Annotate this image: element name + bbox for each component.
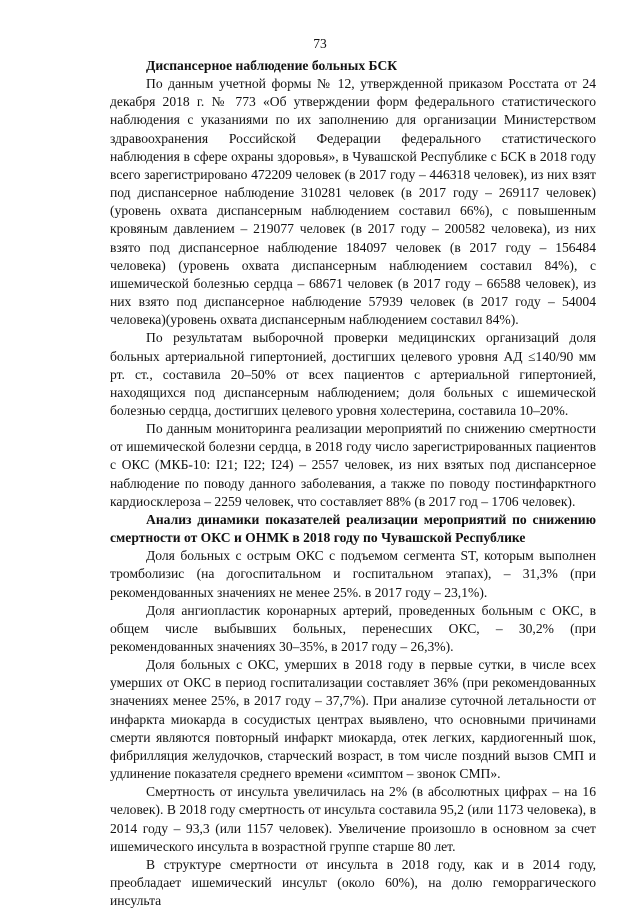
section-heading-dispensary: Диспансерное наблюдение больных БСК <box>146 58 398 73</box>
paragraph: Доля больных с острым ОКС с подъемом сегмента ST, которым выполнен тромболизис (на догоспитальном и госпитальном этапах), – 31,3% (при рекомендованных значениях не менее 25%. в 2017 году – 23,1%). <box>110 548 596 600</box>
paragraph: Смертность от инсульта увеличилась на 2% (в абсолютных цифрах – на 16 человек). В 2018 году смертность от инсульта составила 95,2 (или 1173 человека), в 2014 году – 93,3 (или 1157 человек). Увеличение произошло в основном за счет ишемического инсульта в возрастной группе старше 80 лет. <box>110 784 596 854</box>
paragraph: По результатам выборочной проверки медицинских организаций доля больных артериальной гипертонией, достигших целевого уровня АД ≤140/90 мм рт. ст., составила 20–50% от всех пациентов с артериальной гипертонией, находящихся под диспансерным наблюдением; доля больных с ишемической болезнью сердца, достигших целевого уровня холестерина, составила 10–20%. <box>110 330 596 418</box>
section-heading-dynamics: Анализ динамики показателей реализации мероприятий по снижению смертности от ОКС и ОНМК в 2018 году по Чувашской Республике <box>110 511 596 546</box>
paragraph: Доля ангиопластик коронарных артерий, проведенных больным с ОКС, в общем числе выбывших больных, перенесших ОКС, – 30,2% (при рекомендованных значениях 30–35%, в 2017 году – 26,3%). <box>110 602 596 654</box>
paragraph: Доля больных с ОКС, умерших в 2018 году в первые сутки, в числе всех умерших от ОКС в период госпитализации составляет 36% (при рекомендованных значениях менее 25%, в 2017 году – 37,7%). При анализе суточной летальности от инфаркта миокарда в сосудистых центрах выявлено, что основными причинами смерти являются повторный инфаркт миокарда, отек легких, кардиогенный шок, фибрилляция желудочков, старческий возраст, в том числе поздний вызов СМП и удлинение показателя среднего времени «симптом – звонок СМП». <box>110 657 596 782</box>
page-content <box>110 57 596 910</box>
page-number: 73 <box>313 36 327 51</box>
paragraph: По данным мониторинга реализации мероприятий по снижению смертности от ишемической болезни сердца, в 2018 году число зарегистрированных пациентов с ОКС (МКБ-10: I21; I22; I24) – 2557 человек, из них взятых под диспансерное наблюдение по поводу данного заболевания, а также по поводу постинфарктного кардиосклероза – 2259 человек, что составляет 88% (в 2017 год – 1706 человек). <box>110 421 596 509</box>
paragraph: По данным учетной формы № 12, утвержденной приказом Росстата от 24 декабря 2018 г. № 773 «Об утверждении форм федерального статистического наблюдения с указаниями по их заполнению для организации Министерством здравоохранения Российской Федерации федерального статистического наблюдения в сфере охраны здоровья», в Чувашской Республике с БСК в 2018 году всего зарегистрировано 472209 человек (в 2017 году – 446318 человек), из них взят под диспансерное наблюдение 310281 человек (в 2017 году – 269117 человек) (уровень охвата диспансерным наблюдением составил 66%), с повышенным кровяным давлением – 219077 человек (в 2017 году – 200582 человека), из них взято под диспансерное наблюдение 184097 человек (в 2017 году – 156484 человека) (уровень охвата диспансерным наблюдением составил 84%), с ишемической болезнью сердца – 68671 человек (в 2017 году – 66588 человек), из них взято под диспансерное наблюдение 57939 человек (в 2017 году – 54004 человека)(уровень охвата диспансерным наблюдением составил 84%). <box>110 76 596 328</box>
paragraph: В структуре смертности от инсульта в 2018 году, как и в 2014 году, преобладает ишемический инсульт (около 60%), на долю геморрагического инсульта <box>110 856 596 909</box>
